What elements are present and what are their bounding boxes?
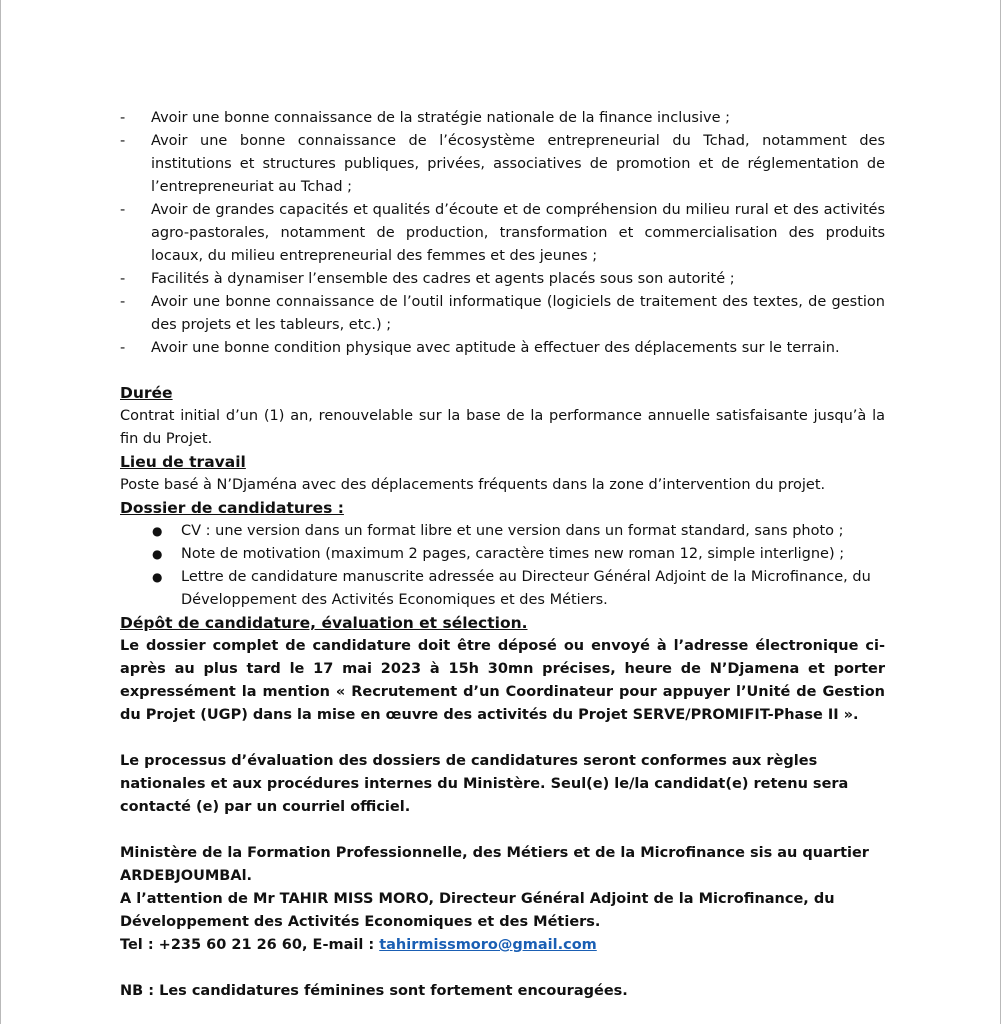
nb-note: NB : Les candidatures féminines sont fortement encouragées. [120,983,628,999]
dossier-item: ● Note de motivation (maximum 2 pages, caractère times new roman 12, simple interligne) ; [120,543,885,566]
dot-bullet: ● [152,524,163,538]
dash-bullet: - [120,294,126,310]
requirement-item: - Avoir une bonne connaissance de l’écosystème entrepreneurial du Tchad, notamment des institutions et structures publiques, privées, associatives de promotion et de réglementation de l’entrepreneuriat au Tchad ; [120,130,885,199]
dash-bullet: - [120,271,126,287]
requirements-list [120,107,885,360]
contact-line: Tel : +235 60 21 26 60, E-mail : tahirmissmoro@gmail.com [120,937,597,953]
dash-bullet: - [120,340,126,356]
dot-bullet: ● [152,547,163,561]
dossier-item: ● CV : une version dans un format libre et une version dans un format standard, sans photo ; [120,520,885,543]
dash-bullet: - [120,110,126,126]
evaluation-paragraph: Le processus d’évaluation des dossiers de candidatures seront conformes aux règles nationales et aux procédures internes du Ministère. Seul(e) le/la candidat(e) retenu sera contacté (e) par un courriel officiel. [120,753,849,815]
attention-line: A l’attention de Mr TAHIR MISS MORO, Directeur Général Adjoint de la Microfinance, du Développement des Activités Economiques et des Métiers. [120,891,835,930]
lieu-heading: Lieu de travail [120,453,246,471]
requirement-item: - Avoir de grandes capacités et qualités d’écoute et de compréhension du milieu rural et des activités agro-pastorales, notamment de production, transformation et commercialisation des produits locaux, du milieu entrepreneurial des femmes et des jeunes ; [120,199,885,268]
email-link[interactable]: tahirmissmoro@gmail.com [379,937,597,953]
depot-heading: Dépôt de candidature, évaluation et sélection. [120,614,528,632]
document-content [120,107,885,1003]
dot-bullet: ● [152,570,163,584]
lieu-text: Poste basé à N’Djaména avec des déplacements fréquents dans la zone d’intervention du projet. [120,477,826,493]
requirement-item: - Avoir une bonne connaissance de la stratégie nationale de la finance inclusive ; [120,107,885,130]
depot-paragraph: Le dossier complet de candidature doit être déposé ou envoyé à l’adresse électronique ci-après au plus tard le 17 mai 2023 à 15h 30mn précises, heure de N’Djamena et porter expressément la mention « Recrutement d’un Coordinateur pour appuyer l’Unité de Gestion du Projet (UGP) dans la mise en œuvre des activités du Projet SERVE/PROMIFIT-Phase II ». [120,638,885,723]
requirement-item: - Facilités à dynamiser l’ensemble des cadres et agents placés sous son autorité ; [120,268,885,291]
dash-bullet: - [120,202,126,218]
dash-bullet: - [120,133,126,149]
duree-text: Contrat initial d’un (1) an, renouvelable sur la base de la performance annuelle satisfaisante jusqu’à la fin du Projet. [120,408,885,447]
requirement-item: - Avoir une bonne connaissance de l’outil informatique (logiciels de traitement des textes, de gestion des projets et les tableurs, etc.) ; [120,291,885,337]
requirement-item: - Avoir une bonne condition physique avec aptitude à effectuer des déplacements sur le terrain. [120,337,885,360]
dossier-heading: Dossier de candidatures : [120,499,344,517]
ministry-address: Ministère de la Formation Professionnelle, des Métiers et de la Microfinance sis au quartier ARDEBJOUMBAl. [120,845,869,884]
duree-heading: Durée [120,384,173,402]
dossier-item: ● Lettre de candidature manuscrite adressée au Directeur Général Adjoint de la Microfinance, du Développement des Activités Economiques et des Métiers. [120,566,885,612]
dossier-list [120,520,885,612]
